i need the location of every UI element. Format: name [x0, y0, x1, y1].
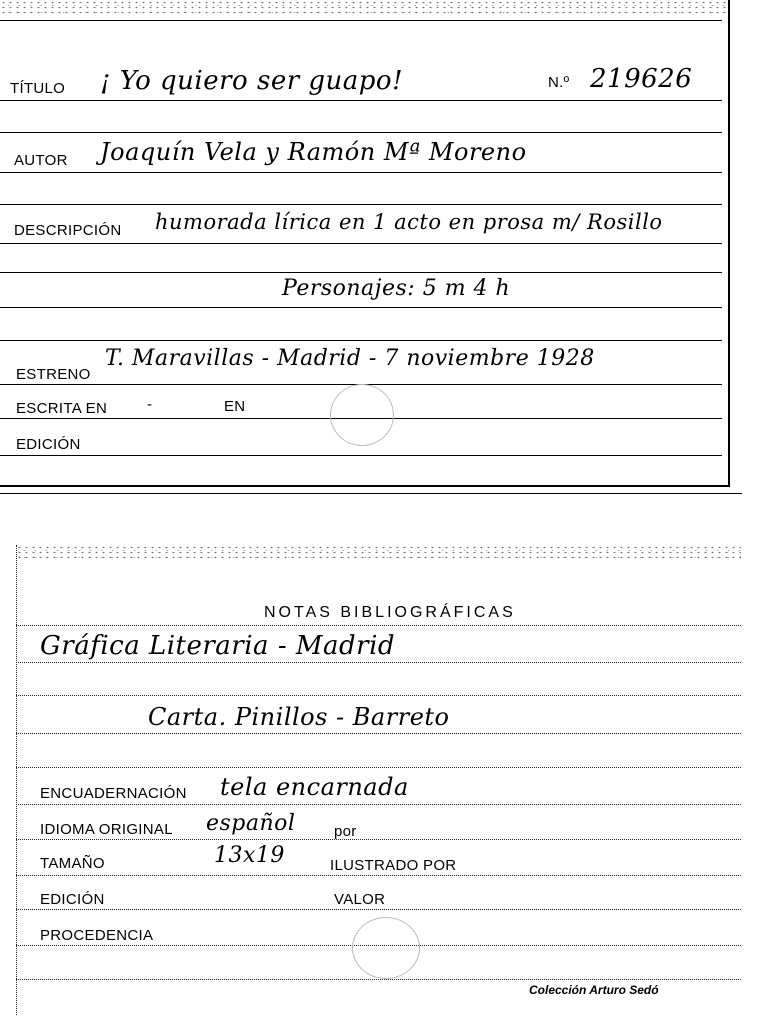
tamano-label: TAMAÑO: [40, 855, 105, 872]
personajes-value: Personajes: 5 m 4 h: [282, 276, 511, 301]
autor-value: Joaquín Vela y Ramón Mª Moreno: [100, 138, 527, 166]
notas-heading: NOTAS BIBLIOGRÁFICAS: [264, 604, 516, 621]
rule-blank-1: [0, 132, 722, 133]
dotted-rule-1: [16, 625, 741, 626]
dotted-rule-11: [16, 979, 741, 980]
tamano-value: 13x19: [214, 843, 285, 868]
titulo-label: TÍTULO: [10, 80, 66, 97]
escrita-en-value: -: [147, 396, 153, 413]
procedencia-label: PROCEDENCIA: [40, 927, 154, 944]
rule-edicion: [0, 455, 722, 456]
card-top-rule: [0, 20, 722, 21]
scan-speckle-border: [0, 0, 728, 14]
collection-credit: Colección Arturo Sedó: [529, 983, 659, 997]
card-separator-rule: [0, 493, 742, 494]
notes-line-1: Gráfica Literaria - Madrid: [40, 631, 396, 661]
rule-blank-2: [0, 204, 722, 205]
autor-label: AUTOR: [14, 152, 68, 169]
edicion2-label: EDICIÓN: [40, 891, 105, 908]
embossed-stamp-2: [352, 917, 420, 979]
scan-speckle-border: [16, 545, 741, 559]
dotted-rule-2: [16, 662, 741, 663]
dotted-rule-8: [16, 875, 741, 876]
rule-autor: [0, 172, 722, 173]
rule-personajes: [0, 307, 722, 308]
dotted-rule-9: [16, 909, 741, 910]
descripcion-value: humorada lírica en 1 acto en prosa m/ Rosillo: [155, 210, 663, 234]
en-label: EN: [224, 398, 246, 415]
estreno-label: ESTRENO: [16, 366, 91, 383]
notes-line-2: Carta. Pinillos - Barreto: [148, 703, 450, 731]
por-label: por: [334, 823, 357, 840]
rule-descripcion: [0, 243, 722, 244]
dotted-rule-7: [16, 839, 741, 840]
dotted-rule-4: [16, 733, 741, 734]
estreno-value: T. Maravillas - Madrid - 7 noviembre 1928: [105, 346, 595, 371]
idioma-label: IDIOMA ORIGINAL: [40, 821, 173, 838]
rule-titulo: [0, 100, 722, 101]
idioma-value: español: [206, 811, 296, 836]
embossed-stamp: [330, 384, 394, 446]
rule-blank-3: [0, 272, 722, 273]
ilustrado-label: ILUSTRADO POR: [330, 857, 457, 874]
catalog-card-front: [0, 0, 730, 487]
catalog-card-back: [16, 545, 741, 1015]
dotted-rule-6: [16, 804, 741, 805]
dotted-rule-3: [16, 695, 741, 696]
dotted-rule-5: [16, 767, 741, 768]
card2-left-edge: [16, 545, 17, 1015]
numero-value: 219626: [590, 64, 693, 94]
descripcion-label: DESCRIPCIÓN: [14, 222, 122, 239]
encuadernacion-value: tela encarnada: [220, 773, 409, 801]
rule-blank-4: [0, 340, 722, 341]
edicion-label: EDICIÓN: [16, 436, 81, 453]
valor-label: VALOR: [334, 891, 386, 908]
escrita-en-label: ESCRITA EN: [16, 400, 108, 417]
titulo-value: ¡ Yo quiero ser guapo!: [100, 66, 404, 96]
encuadernacion-label: ENCUADERNACIÓN: [40, 785, 187, 802]
numero-label: N.º: [548, 74, 570, 91]
